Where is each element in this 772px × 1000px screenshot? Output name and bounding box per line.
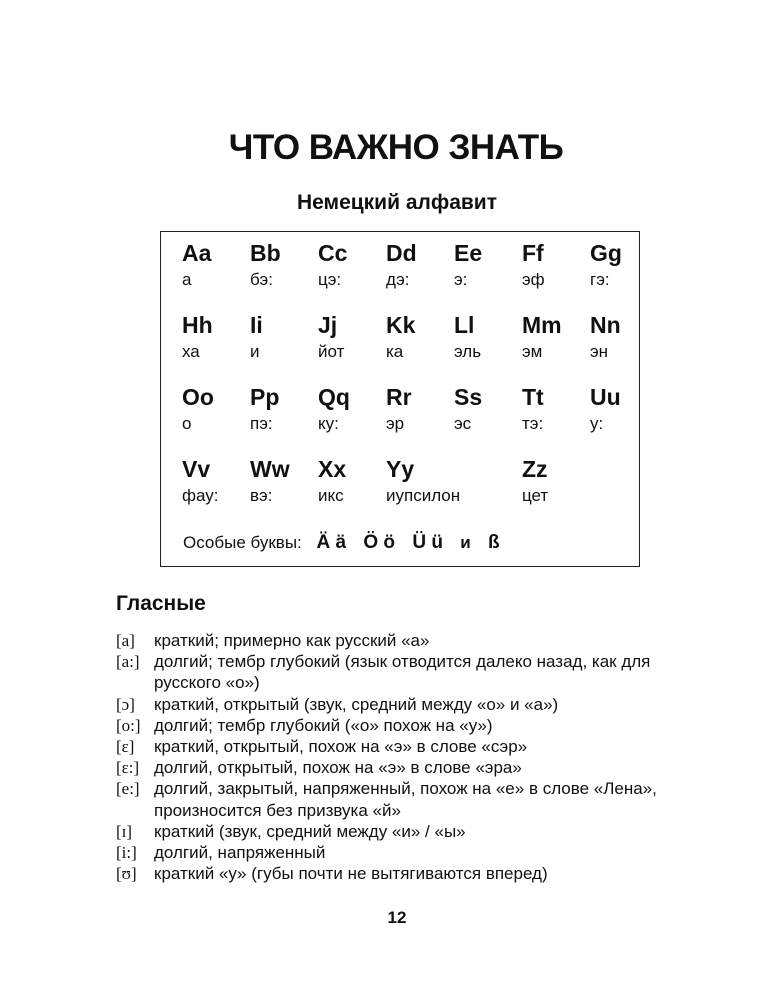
alphabet-cell	[182, 455, 250, 506]
letter-pronunciation: у:	[590, 414, 604, 433]
section-subtitle: Немецкий алфавит	[296, 191, 498, 214]
vowel-ipa: [ɛ:]	[116, 758, 140, 778]
alphabet-cell	[454, 311, 522, 362]
alphabet-cell	[182, 239, 250, 290]
letter-pronunciation: йот	[318, 342, 345, 361]
o-umlaut-letter: Ö ö	[363, 532, 396, 553]
alphabet-cell	[590, 383, 658, 434]
letter-pair: Ii	[250, 312, 263, 338]
letter-pair: Gg	[590, 240, 622, 266]
letter-pronunciation: эф	[522, 270, 545, 289]
letter-pair: Mm	[522, 312, 562, 338]
letter-pair: Yy	[386, 456, 415, 482]
alphabet-cell	[386, 239, 454, 290]
alphabet-cell	[318, 239, 386, 290]
vowel-description: краткий, открытый, похож на «э» в слове «сэр»	[154, 737, 528, 757]
letter-pronunciation: цет	[522, 486, 549, 505]
vowel-row	[116, 651, 716, 693]
alphabet-cell	[590, 311, 658, 362]
vowel-ipa: [i:]	[116, 843, 137, 863]
vowel-ipa: [ɔ]	[116, 694, 135, 714]
a-umlaut-letter: Ä ä	[316, 532, 347, 553]
letter-pair: Ww	[250, 456, 290, 482]
letter-pair: Ll	[454, 312, 475, 338]
letter-pair: Ff	[522, 240, 544, 266]
vowel-description: долгий, закрытый, напряженный, похож на «е» в слове «Лена», произносится без призвука «й»	[154, 779, 657, 820]
alphabet-cell	[386, 383, 454, 434]
letter-pronunciation: пэ:	[250, 414, 273, 433]
letter-pronunciation: ха	[182, 342, 200, 361]
alphabet-cell	[454, 239, 522, 290]
letter-pair: Xx	[318, 456, 347, 482]
special-letters-label: Особые буквы:	[183, 533, 302, 552]
letter-pronunciation: эль	[454, 342, 482, 361]
letter-pronunciation: цэ:	[318, 270, 342, 289]
letter-pair: Nn	[590, 312, 621, 338]
vowel-description: краткий (звук, средний между «и» / «ы»	[154, 821, 466, 841]
alphabet-cell	[522, 455, 590, 506]
letter-pronunciation: дэ:	[386, 270, 410, 289]
alphabet-cell	[250, 311, 318, 362]
letter-pronunciation: а	[182, 270, 192, 289]
letter-pair: Bb	[250, 240, 281, 266]
alphabet-cell	[522, 239, 590, 290]
letter-pair: Pp	[250, 384, 280, 410]
letter-pronunciation: э:	[454, 270, 468, 289]
alphabet-cell	[182, 311, 250, 362]
vowel-row	[116, 736, 716, 757]
letter-pronunciation: ку:	[318, 414, 339, 433]
vowel-list	[116, 630, 716, 884]
vowel-row	[116, 715, 716, 736]
vowel-description: долгий; тембр глубокий (язык отводится далеко назад, как для русского «о»)	[154, 652, 651, 693]
letter-pair: Aa	[182, 240, 212, 266]
conjunction-text: и	[460, 533, 471, 552]
special-letters-row	[183, 532, 512, 554]
letter-pronunciation: бэ:	[250, 270, 273, 289]
vowel-ipa: [ɪ]	[116, 821, 133, 841]
letter-pronunciation: иупсилон	[386, 486, 461, 505]
letter-pair: Rr	[386, 384, 412, 410]
vowel-ipa: [ɛ]	[116, 737, 135, 757]
letter-pair: Qq	[318, 384, 350, 410]
vowel-ipa: [a]	[116, 631, 135, 650]
vowel-description: краткий; примерно как русский «а»	[154, 631, 430, 650]
alphabet-cell	[454, 383, 522, 434]
letter-pair: Kk	[386, 312, 416, 338]
alphabet-cell	[250, 383, 318, 434]
vowel-row	[116, 694, 716, 715]
vowel-description: краткий «у» (губы почти не вытягиваются вперед)	[154, 864, 548, 884]
page-title: ЧТО ВАЖНО ЗНАТЬ	[228, 128, 564, 167]
letter-pair: Zz	[522, 456, 548, 482]
vowel-ipa: [o:]	[116, 715, 141, 735]
eszett-letter: ß	[487, 532, 500, 553]
vowel-row	[116, 630, 716, 651]
letter-pronunciation: ка	[386, 342, 404, 361]
vowel-description: долгий, открытый, похож на «э» в слове «эра»	[154, 758, 522, 778]
letter-pronunciation: икс	[318, 486, 344, 505]
alphabet-cell	[182, 383, 250, 434]
alphabet-cell	[590, 239, 658, 290]
u-umlaut-letter: Ü ü	[412, 532, 443, 553]
vowel-row	[116, 757, 716, 778]
letter-pair: Oo	[182, 384, 214, 410]
special-letters	[317, 532, 512, 553]
vowel-ipa: [e:]	[116, 779, 140, 799]
letter-pronunciation: эр	[386, 414, 405, 433]
alphabet-cell	[250, 239, 318, 290]
letter-pair: Uu	[590, 384, 621, 410]
vowel-ipa: [a:]	[116, 652, 140, 672]
vowel-description: долгий, напряженный	[154, 843, 326, 863]
letter-pair: Ss	[454, 384, 483, 410]
alphabet-cell	[386, 455, 461, 506]
letter-pair: Jj	[318, 312, 338, 338]
letter-pronunciation: тэ:	[522, 414, 544, 433]
vowel-ipa: [ʊ]	[116, 864, 137, 884]
letter-pronunciation: эн	[590, 342, 609, 361]
letter-pair: Vv	[182, 456, 211, 482]
vowel-description: краткий, открытый (звук, средний между «о» и «а»)	[154, 694, 559, 714]
alphabet-cell	[250, 455, 318, 506]
vowel-row	[116, 842, 716, 863]
alphabet-table	[160, 231, 640, 567]
letter-pronunciation: вэ:	[250, 486, 273, 505]
page-number: 12	[387, 908, 407, 927]
alphabet-cell	[318, 311, 386, 362]
alphabet-cell	[522, 311, 590, 362]
letter-pronunciation: и	[250, 342, 260, 361]
letter-pronunciation: фау:	[182, 486, 219, 505]
letter-pronunciation: гэ:	[590, 270, 610, 289]
vowels-heading: Гласные	[116, 592, 206, 615]
alphabet-cell	[318, 455, 386, 506]
letter-pair: Hh	[182, 312, 213, 338]
letter-pronunciation: эс	[454, 414, 472, 433]
vowel-row	[116, 863, 716, 884]
letter-pronunciation: эм	[522, 342, 543, 361]
vowel-row	[116, 778, 716, 820]
letter-pair: Ee	[454, 240, 483, 266]
letter-pair: Dd	[386, 240, 417, 266]
vowel-row	[116, 821, 716, 842]
alphabet-cell	[386, 311, 454, 362]
vowel-description: долгий; тембр глубокий («о» похож на «у»)	[154, 715, 493, 735]
letter-pair: Tt	[522, 384, 544, 410]
alphabet-cell	[318, 383, 386, 434]
alphabet-cell	[522, 383, 590, 434]
letter-pronunciation: о	[182, 414, 192, 433]
letter-pair: Cc	[318, 240, 348, 266]
